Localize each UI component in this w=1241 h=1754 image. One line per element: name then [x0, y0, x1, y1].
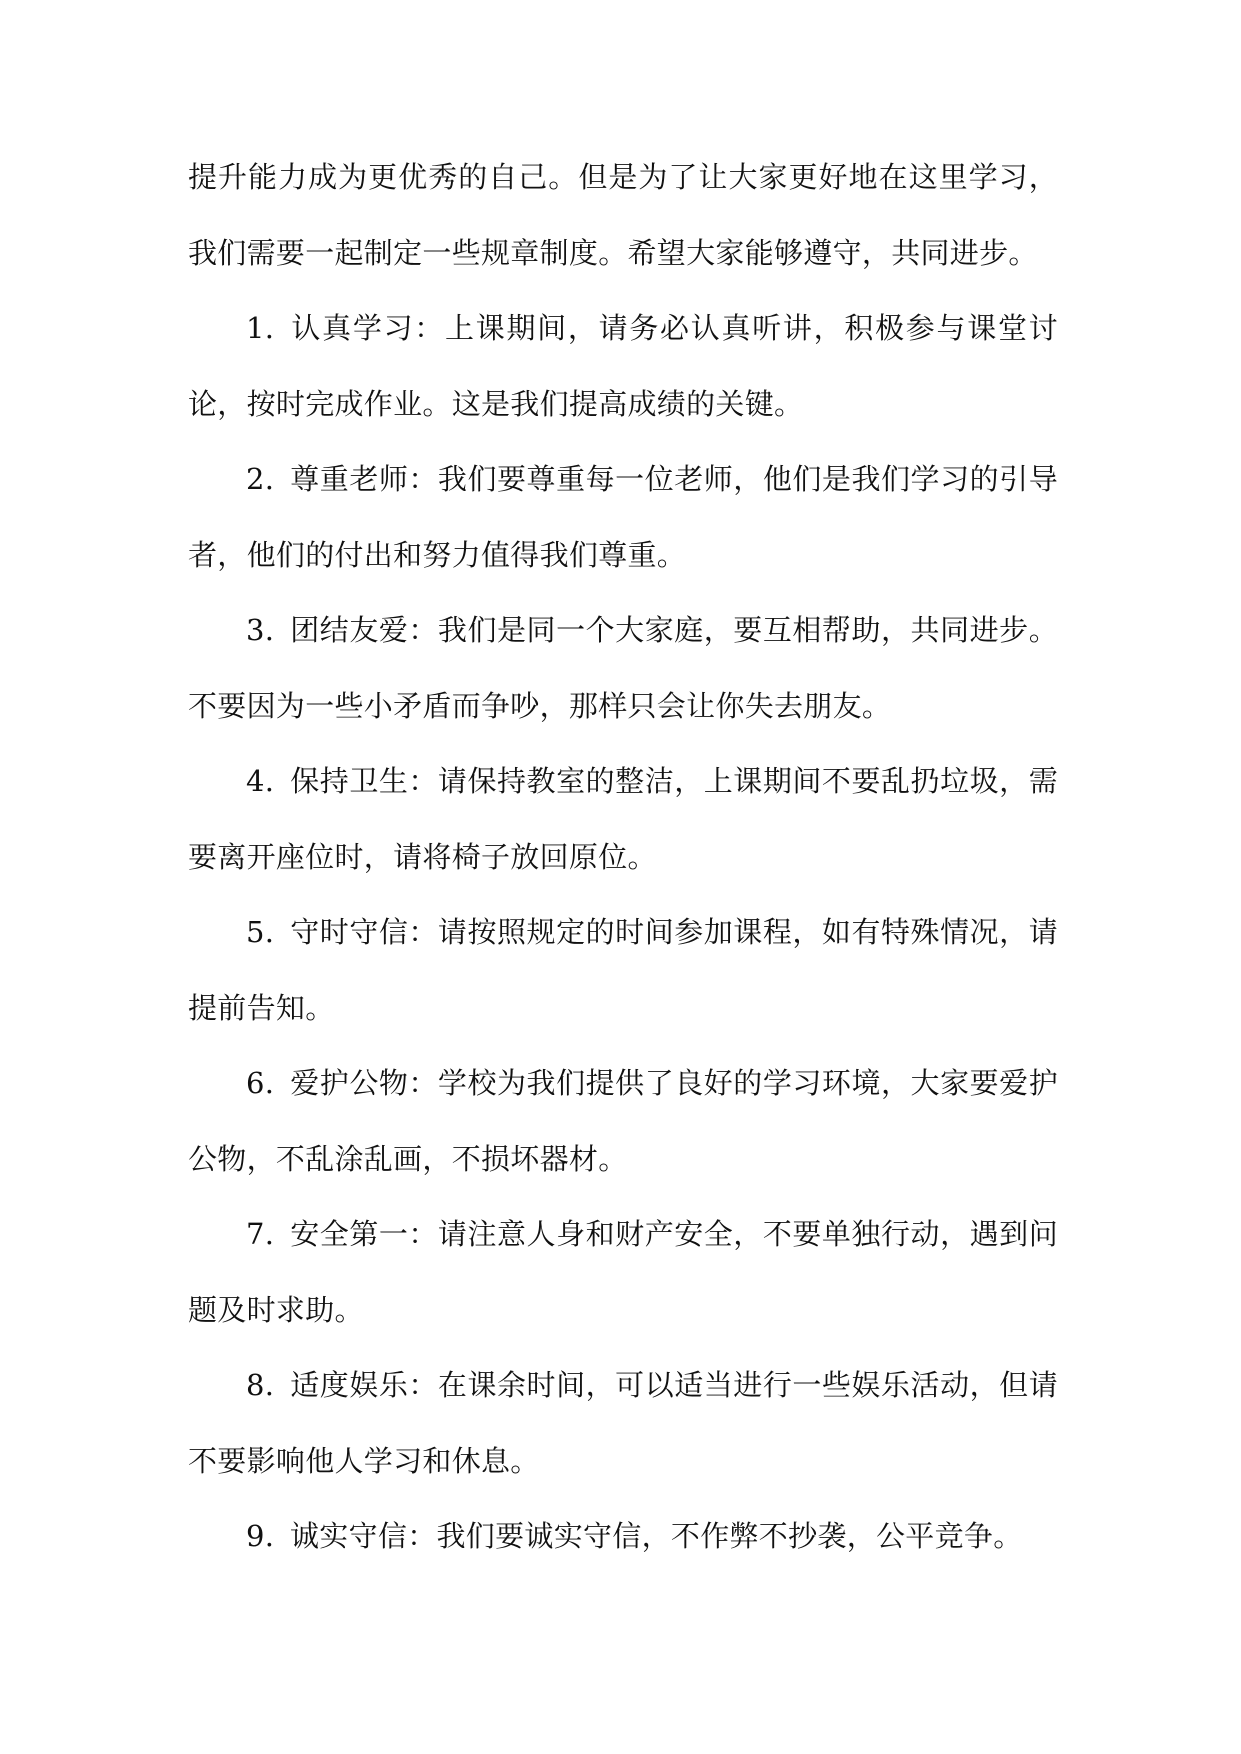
- rule-item-5: [188, 895, 1058, 1046]
- rule-text: 尊重老师：我们要尊重每一位老师，他们是我们学习的引导者，他们的付出和努力值得我们尊重。: [188, 462, 1058, 572]
- rule-item-2: [188, 442, 1058, 593]
- rule-text: 爱护公物：学校为我们提供了良好的学习环境，大家要爱护公物，不乱涂乱画，不损坏器材。: [188, 1066, 1058, 1176]
- rule-text: 适度娱乐：在课余时间，可以适当进行一些娱乐活动，但请不要影响他人学习和休息。: [188, 1368, 1058, 1478]
- rule-item-9: [188, 1499, 1058, 1575]
- rule-number: 6.: [246, 1066, 275, 1100]
- rule-number: 9.: [246, 1519, 275, 1553]
- document-body: [188, 140, 1058, 1575]
- rule-text: 诚实守信：我们要诚实守信，不作弊不抄袭，公平竞争。: [290, 1519, 1023, 1553]
- rule-number: 8.: [246, 1368, 275, 1402]
- rule-number: 1.: [246, 311, 275, 345]
- rule-text: 安全第一：请注意人身和财产安全，不要单独行动，遇到问题及时求助。: [188, 1217, 1058, 1327]
- rule-number: 7.: [246, 1217, 275, 1251]
- rule-number: 4.: [246, 764, 275, 798]
- rule-text: 保持卫生：请保持教室的整洁，上课期间不要乱扔垃圾，需要离开座位时，请将椅子放回原位。: [188, 764, 1058, 874]
- rule-number: 2.: [246, 462, 275, 496]
- rule-item-1: [188, 291, 1058, 442]
- rule-item-3: [188, 593, 1058, 744]
- rule-text: 团结友爱：我们是同一个大家庭，要互相帮助，共同进步。不要因为一些小矛盾而争吵，那样只会让你失去朋友。: [188, 613, 1058, 723]
- rule-text: 认真学习：上课期间，请务必认真听讲，积极参与课堂讨论，按时完成作业。这是我们提高成绩的关键。: [188, 311, 1058, 421]
- rule-number: 3.: [246, 613, 275, 647]
- rule-item-4: [188, 744, 1058, 895]
- intro-paragraph: 提升能力成为更优秀的自己。但是为了让大家更好地在这里学习，我们需要一起制定一些规章制度。希望大家能够遵守，共同进步。: [188, 160, 1058, 270]
- rule-text: 守时守信：请按照规定的时间参加课程，如有特殊情况，请提前告知。: [188, 915, 1058, 1025]
- rule-number: 5.: [246, 915, 275, 949]
- rule-item-8: [188, 1348, 1058, 1499]
- rule-item-7: [188, 1197, 1058, 1348]
- rule-item-6: [188, 1046, 1058, 1197]
